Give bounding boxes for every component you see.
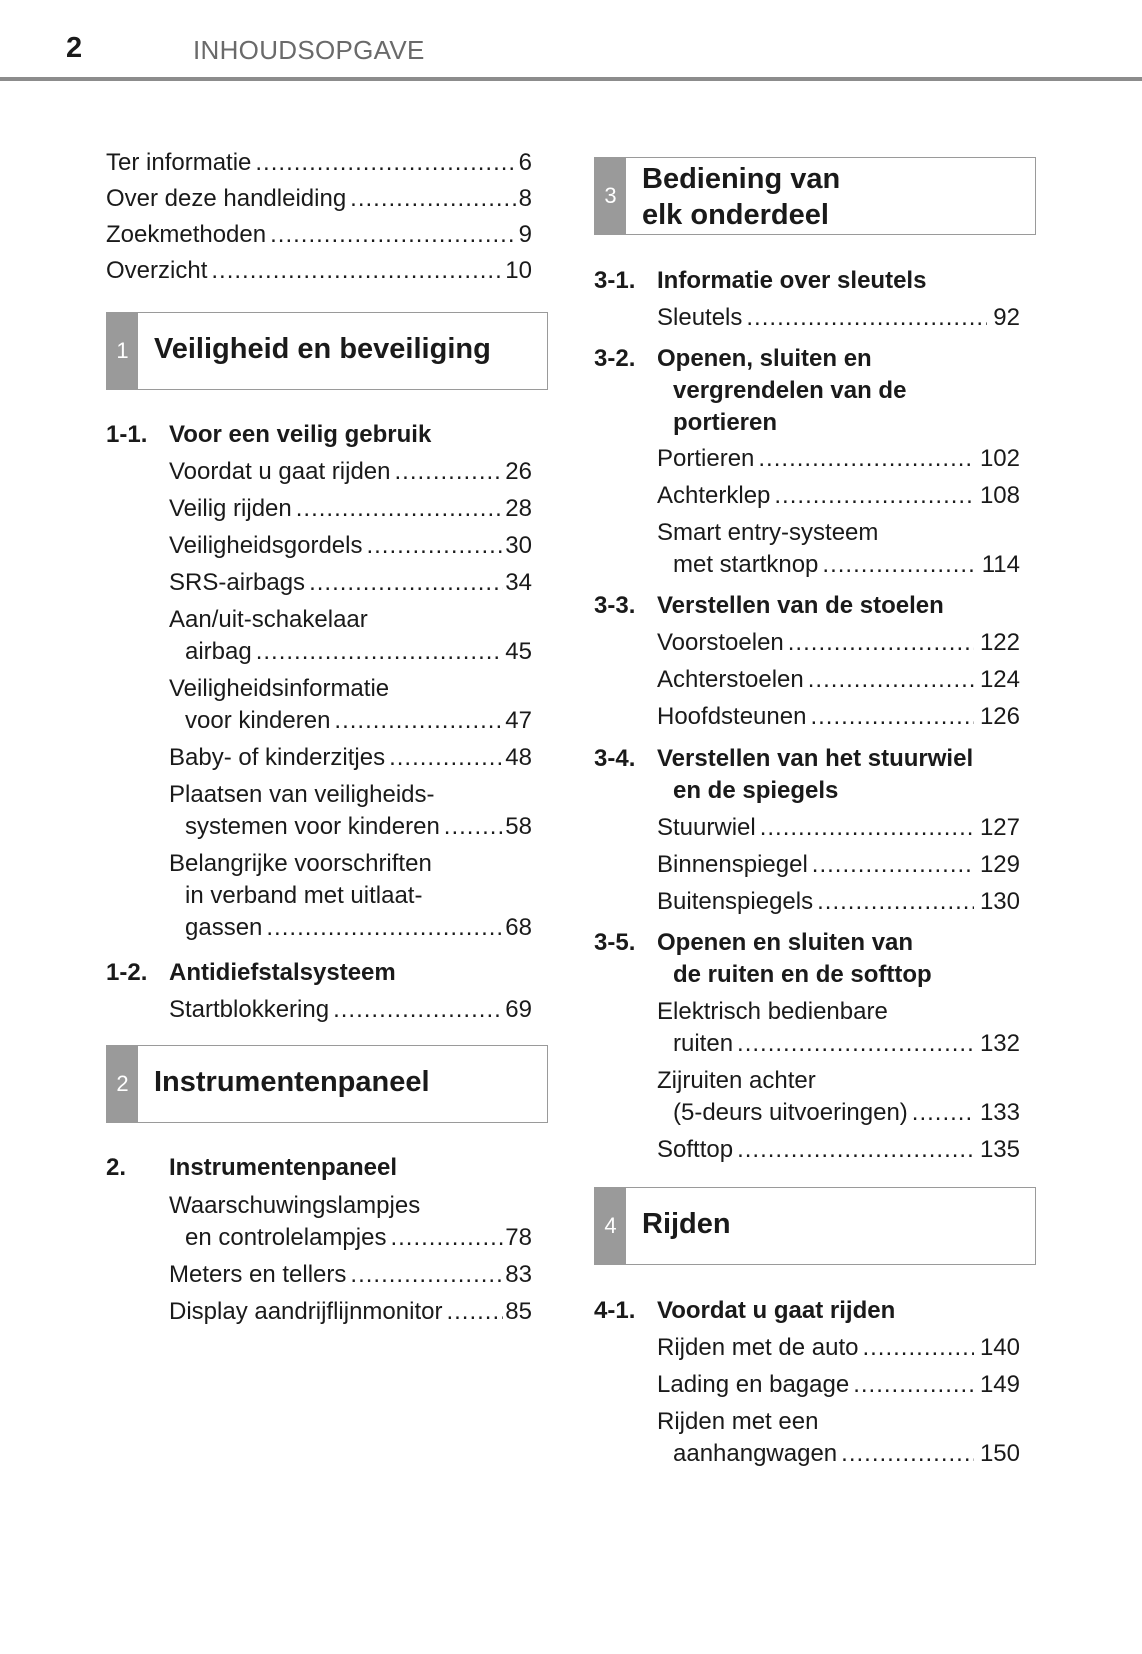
- page-ref: 48: [505, 744, 532, 771]
- page-ref: 102: [979, 445, 1020, 472]
- toc-entry[interactable]: (5-deurs uitvoeringen) ..... 133: [673, 1097, 1020, 1129]
- toc-entry[interactable]: SRS-airbags ..... 34: [169, 567, 532, 599]
- page-ref: 130: [979, 888, 1020, 915]
- page-ref: 45: [505, 638, 532, 665]
- toc-entry[interactable]: ruiten ..... 132: [673, 1028, 1020, 1060]
- toc-entry[interactable]: Veilig rijden ..... 28: [169, 493, 532, 525]
- chapter-header-2[interactable]: [106, 1045, 548, 1123]
- section-heading[interactable]: 3-1. Informatie over sleutels: [594, 267, 927, 294]
- toc-entry[interactable]: Startblokkering ..... 69: [169, 994, 532, 1026]
- page-number: 2: [66, 32, 83, 64]
- toc-entry-line[interactable]: Belangrijke voorschriften: [169, 850, 432, 877]
- section-heading-line[interactable]: en de spiegels: [673, 777, 839, 804]
- toc-entry[interactable]: Lading en bagage ..... 149: [657, 1369, 1020, 1401]
- chapter-title-line: elk onderdeel: [642, 199, 829, 231]
- page-ref: 30: [505, 532, 532, 559]
- chapter-header-4[interactable]: [594, 1187, 1036, 1265]
- toc-entry[interactable]: Display aandrijflijnmonitor ..... 85: [169, 1296, 532, 1328]
- chapter-title: Rijden: [642, 1208, 731, 1240]
- page-ref: 83: [505, 1261, 532, 1288]
- chapter-title: Veiligheid en beveiliging: [154, 333, 491, 365]
- chapter-number-tab: 3: [595, 158, 626, 234]
- toc-entry-line[interactable]: Waarschuwingslampjes: [169, 1192, 421, 1219]
- toc-entry[interactable]: voor kinderen ..... 47: [185, 705, 532, 737]
- page-ref: 28: [505, 495, 532, 522]
- section-heading-line[interactable]: de ruiten en de softtop: [673, 961, 932, 988]
- page-ref: 85: [505, 1298, 532, 1325]
- toc-entry[interactable]: Ter informatie ..... 6: [106, 147, 532, 179]
- toc-entry[interactable]: Achterklep ..... 108: [657, 480, 1020, 512]
- toc-entry[interactable]: gassen ..... 68: [185, 912, 532, 944]
- toc-entry[interactable]: Voordat u gaat rijden ..... 26: [169, 456, 532, 488]
- toc-entry[interactable]: Over deze handleiding ..... 8: [106, 183, 532, 215]
- chapter-number-tab: 1: [107, 313, 138, 389]
- page-ref: 150: [979, 1440, 1020, 1467]
- toc-entry[interactable]: Voorstoelen ..... 122: [657, 627, 1020, 659]
- toc-entry[interactable]: Overzicht ..... 10: [106, 255, 532, 287]
- section-heading-line[interactable]: portieren: [673, 409, 778, 436]
- toc-entry[interactable]: Zoekmethoden ..... 9: [106, 219, 532, 251]
- section-heading[interactable]: 4-1. Voordat u gaat rijden: [594, 1297, 896, 1324]
- toc-entry[interactable]: Buitenspiegels ..... 130: [657, 886, 1020, 918]
- section-heading-line[interactable]: vergrendelen van de: [673, 377, 907, 404]
- section-heading[interactable]: 3-3. Verstellen van de stoelen: [594, 592, 944, 619]
- toc-entry[interactable]: met startknop ..... 114: [673, 549, 1020, 581]
- toc-entry[interactable]: Sleutels ..... 92: [657, 302, 1020, 334]
- toc-entry[interactable]: Hoofdsteunen ..... 126: [657, 701, 1020, 733]
- page-ref: 10: [505, 257, 532, 284]
- page-ref: 127: [979, 814, 1020, 841]
- toc-entry-line[interactable]: in verband met uitlaat-: [185, 882, 423, 909]
- page-ref: 133: [979, 1099, 1020, 1126]
- chapter-header-1[interactable]: [106, 312, 548, 390]
- chapter-number-tab: 4: [595, 1188, 626, 1264]
- toc-entry-line[interactable]: Veiligheidsinformatie: [169, 675, 390, 702]
- toc-entry-line[interactable]: Smart entry-systeem: [657, 519, 879, 546]
- toc-entry[interactable]: Veiligheidsgordels ..... 30: [169, 530, 532, 562]
- toc-entry-line[interactable]: Zijruiten achter: [657, 1067, 816, 1094]
- toc-entry-line[interactable]: Elektrisch bedienbare: [657, 998, 888, 1025]
- page-ref: 92: [993, 304, 1020, 331]
- page-ref: 129: [979, 851, 1020, 878]
- toc-entry[interactable]: Baby- of kinderzitjes ..... 48: [169, 742, 532, 774]
- page-ref: 6: [518, 149, 532, 176]
- chapter-number-tab: 2: [107, 1046, 138, 1122]
- toc-entry[interactable]: Stuurwiel ..... 127: [657, 812, 1020, 844]
- section-heading[interactable]: 3-4. Verstellen van het stuurwiel: [594, 745, 974, 772]
- toc-entry[interactable]: Rijden met de auto ..... 140: [657, 1332, 1020, 1364]
- toc-entry-line[interactable]: Plaatsen van veiligheids-: [169, 781, 435, 808]
- section-heading[interactable]: 1-1. Voor een veilig gebruik: [106, 421, 432, 448]
- page-ref: 68: [505, 914, 532, 941]
- section-heading[interactable]: 3-2. Openen, sluiten en: [594, 345, 872, 372]
- chapter-header-3[interactable]: [594, 157, 1036, 235]
- toc-entry[interactable]: en controlelampjes ..... 78: [185, 1222, 532, 1254]
- toc-entry[interactable]: systemen voor kinderen ..... 58: [185, 811, 532, 843]
- page-ref: 124: [979, 666, 1020, 693]
- page-title: INHOUDSOPGAVE: [193, 35, 425, 65]
- toc-entry[interactable]: airbag ..... 45: [185, 636, 532, 668]
- toc-entry[interactable]: Achterstoelen ..... 124: [657, 664, 1020, 696]
- page-ref: 58: [505, 813, 532, 840]
- page-ref: 8: [518, 185, 532, 212]
- page-ref: 114: [981, 551, 1020, 578]
- page-ref: 9: [518, 221, 532, 248]
- page-ref: 135: [979, 1136, 1020, 1163]
- page-ref: 78: [505, 1224, 532, 1251]
- page-ref: 122: [979, 629, 1020, 656]
- page-ref: 132: [979, 1030, 1020, 1057]
- toc-entry[interactable]: aanhangwagen ..... 150: [673, 1438, 1020, 1470]
- chapter-title-line: Bediening van: [642, 163, 841, 195]
- page-ref: 26: [505, 458, 532, 485]
- page-ref: 34: [505, 569, 532, 596]
- toc-entry[interactable]: Softtop ..... 135: [657, 1134, 1020, 1166]
- page-ref: 108: [979, 482, 1020, 509]
- toc-entry[interactable]: Binnenspiegel ..... 129: [657, 849, 1020, 881]
- page-ref: 47: [505, 707, 532, 734]
- section-heading[interactable]: 2. Instrumentenpaneel: [106, 1154, 398, 1181]
- section-heading[interactable]: 1-2. Antidiefstalsysteem: [106, 959, 396, 986]
- page-ref: 126: [979, 703, 1020, 730]
- chapter-title: Instrumentenpaneel: [154, 1066, 430, 1098]
- toc-entry-line[interactable]: Rijden met een: [657, 1408, 819, 1435]
- page-ref: 140: [979, 1334, 1020, 1361]
- toc-entry[interactable]: Portieren ..... 102: [657, 443, 1020, 475]
- section-heading[interactable]: 3-5. Openen en sluiten van: [594, 929, 914, 956]
- header-divider: [0, 77, 1142, 81]
- toc-entry[interactable]: Meters en tellers ..... 83: [169, 1259, 532, 1291]
- page-header: [0, 0, 1142, 82]
- page-ref: 149: [979, 1371, 1020, 1398]
- toc-entry-line[interactable]: Aan/uit-schakelaar: [169, 606, 368, 633]
- page-ref: 69: [505, 996, 532, 1023]
